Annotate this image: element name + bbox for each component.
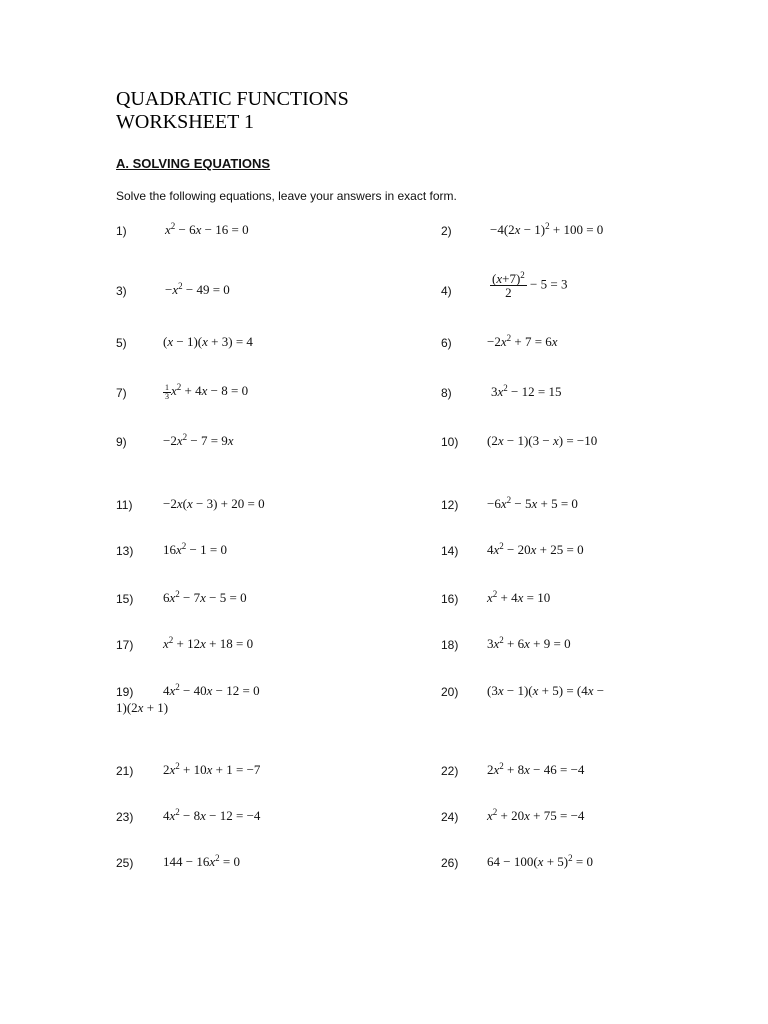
- equation-8: $3x^2 - 12 = 15$: [491, 383, 562, 399]
- equation-13: $16x^2 - 1 = 0$: [163, 541, 227, 557]
- equation-9: $-2x^2 - 7 = 9x$: [163, 432, 234, 448]
- equation-7: $\frac{1}{3}$ $x^2 + 4x - 8 = 0$: [165, 382, 249, 401]
- equation-11: −2x(x − 3) + 20 = 0: [163, 496, 265, 511]
- problem-number: 18): [441, 638, 459, 652]
- equation-26: $64 - 100(x + 5)^2 = 0$: [487, 853, 593, 869]
- equation-3: $-x^2 - 49 = 0$: [165, 281, 230, 297]
- problem-number: 21): [116, 764, 134, 778]
- title-line-2: WORKSHEET 1: [116, 111, 254, 133]
- equation-23: $4x^2 - 8x - 12 = -4$: [163, 807, 261, 823]
- equation-20: (3x − 1)(x + 5) = (4x −: [487, 683, 605, 698]
- problem-number: 9): [116, 435, 127, 449]
- equation-17: $x^2 + 12x + 18 = 0$: [163, 635, 254, 651]
- problem-number: 11): [116, 498, 133, 512]
- equation-20-continued: 1)(2x + 1): [116, 700, 169, 715]
- equation-5: (x − 1)(x + 3) = 4: [163, 334, 253, 349]
- equation-4: $\frac{(x+7)^2}{2}$ − 5 = 3: [492, 270, 568, 300]
- problem-number: 10): [441, 435, 459, 449]
- problem-number: 17): [116, 638, 134, 652]
- problem-number: 8): [441, 386, 452, 400]
- problem-number: 5): [116, 336, 127, 350]
- equation-22: $2x^2 + 8x - 46 = -4$: [487, 761, 585, 777]
- problem-number: 24): [441, 810, 459, 824]
- problem-number: 7): [116, 386, 127, 400]
- problem-number: 20): [441, 685, 459, 699]
- equation-15: $6x^2 - 7x - 5 = 0$: [163, 589, 247, 605]
- problem-number: 23): [116, 810, 134, 824]
- problem-number: 19): [116, 685, 134, 699]
- problem-number: 15): [116, 592, 134, 606]
- problem-number: 4): [441, 284, 452, 298]
- problem-number: 14): [441, 544, 459, 558]
- equation-1: $x^2 - 6x - 16 = 0$: [165, 221, 249, 237]
- instructions: Solve the following equations, leave your answers in exact form.: [116, 189, 457, 203]
- title-line-1: QUADRATIC FUNCTIONS: [116, 88, 349, 110]
- equation-21: $2x^2 + 10x + 1 = -7$: [163, 761, 261, 777]
- equation-10: (2x − 1)(3 − x) = −10: [487, 433, 598, 448]
- equation-19: $4x^2 - 40x - 12 = 0$: [163, 682, 260, 698]
- problem-number: 26): [441, 856, 459, 870]
- problem-number: 1): [116, 224, 127, 238]
- problem-number: 25): [116, 856, 134, 870]
- problem-number: 6): [441, 336, 452, 350]
- problem-number: 3): [116, 284, 127, 298]
- problem-number: 22): [441, 764, 459, 778]
- problem-number: 12): [441, 498, 459, 512]
- equation-14: $4x^2 - 20x + 25 = 0$: [487, 541, 584, 557]
- problem-number: 16): [441, 592, 459, 606]
- equation-2: $-4(2x - 1)^2 + 100 = 0$: [490, 221, 604, 237]
- equation-16: $x^2 + 4x = 10$: [487, 589, 551, 605]
- section-heading: A. SOLVING EQUATIONS: [116, 156, 271, 171]
- equation-12: $-6x^2 - 5x + 5 = 0$: [487, 495, 578, 511]
- equation-24: $x^2 + 20x + 75 = -4$: [487, 807, 585, 823]
- equation-6: $-2x^2 + 7 = 6x$: [487, 333, 558, 349]
- equation-25: $144 - 16x^2 = 0$: [163, 853, 240, 869]
- worksheet-title: [116, 88, 349, 134]
- equation-18: $3x^2 + 6x + 9 = 0$: [487, 635, 571, 651]
- problem-number: 2): [441, 224, 452, 238]
- problem-number: 13): [116, 544, 134, 558]
